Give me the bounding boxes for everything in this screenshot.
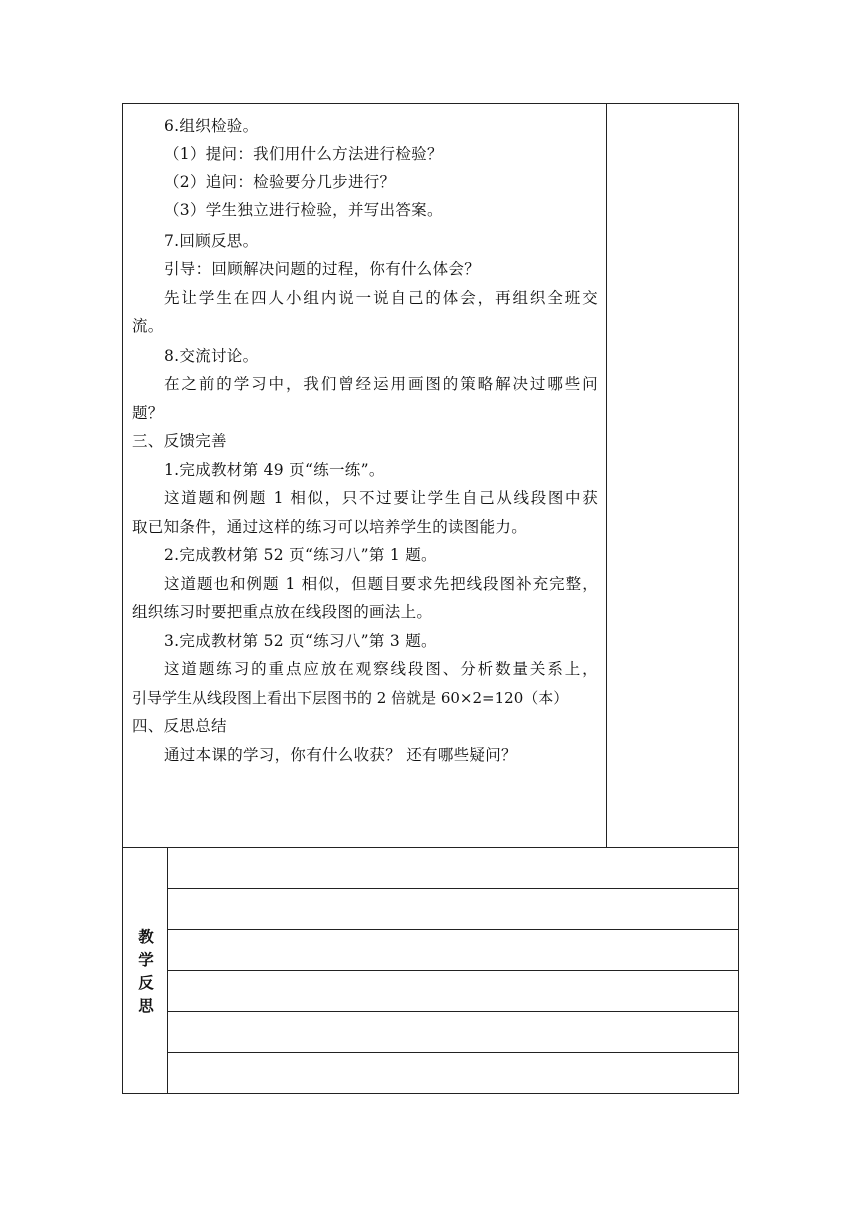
step-heading: 7.回顾反思。: [164, 232, 259, 250]
content-line: 这道题练习的重点应放在观察线段图、分析数量关系上，: [164, 660, 598, 678]
reflection-label-char: 思: [138, 997, 154, 1015]
reflection-label-char: 学: [138, 951, 154, 969]
content-line: 题？: [132, 404, 164, 422]
section-heading: 三、反馈完善: [132, 432, 227, 450]
content-line: （1）提问：我们用什么方法进行检验？: [164, 145, 443, 163]
content-line: 这道题和例题 1 相似，只不过要让学生自己从线段图中获: [164, 489, 598, 507]
content-line: 组织练习时要把重点放在线段图的画法上。: [132, 603, 433, 621]
content-line: 取已知条件，通过这样的练习可以培养学生的读图能力。: [132, 518, 528, 536]
step-heading: 8.交流讨论。: [164, 347, 259, 365]
table-border-top: [122, 103, 739, 104]
reflection-label-char: 反: [138, 974, 154, 992]
reflection-entry-row[interactable]: [168, 1012, 738, 1052]
table-border-left: [122, 103, 123, 1094]
content-line: （3）学生独立进行检验，并写出答案。: [164, 201, 443, 219]
step-heading: 2.完成教材第 52 页“练习八”第 1 题。: [164, 546, 437, 564]
reflection-label-char: 教: [138, 928, 154, 946]
step-heading: 1.完成教材第 49 页“练一练”。: [164, 461, 385, 479]
content-line: 流。: [132, 317, 164, 335]
table-border-bottom: [122, 1093, 739, 1094]
content-line: 在之前的学习中，我们曾经运用画图的策略解决过哪些问: [164, 375, 598, 393]
content-line: 通过本课的学习，你有什么收获？ 还有哪些疑问？: [164, 746, 517, 764]
content-line: （2）追问：检验要分几步进行？: [164, 173, 396, 191]
table-border-right: [738, 103, 739, 1094]
notes-column-divider: [606, 103, 607, 848]
content-line: 先让学生在四人小组内说一说自己的体会，再组织全班交: [164, 289, 598, 307]
reflection-entry-row[interactable]: [168, 1053, 738, 1093]
section-heading: 四、反思总结: [132, 717, 227, 735]
step-heading: 6.组织检验。: [164, 117, 259, 135]
step-heading: 3.完成教材第 52 页“练习八”第 3 题。: [164, 632, 437, 650]
content-line: 这道题也和例题 1 相似，但题目要求先把线段图补充完整，: [164, 575, 598, 593]
reflection-entry-row[interactable]: [168, 971, 738, 1011]
reflection-entry-row[interactable]: [168, 930, 738, 970]
reflection-entry-row[interactable]: [168, 889, 738, 929]
content-line: 引导：回顾解决问题的过程，你有什么体会？: [164, 260, 481, 278]
reflection-entry-row[interactable]: [168, 848, 738, 888]
content-line: 引导学生从线段图上看出下层图书的 2 倍就是 60×2=120（本）: [132, 689, 569, 707]
